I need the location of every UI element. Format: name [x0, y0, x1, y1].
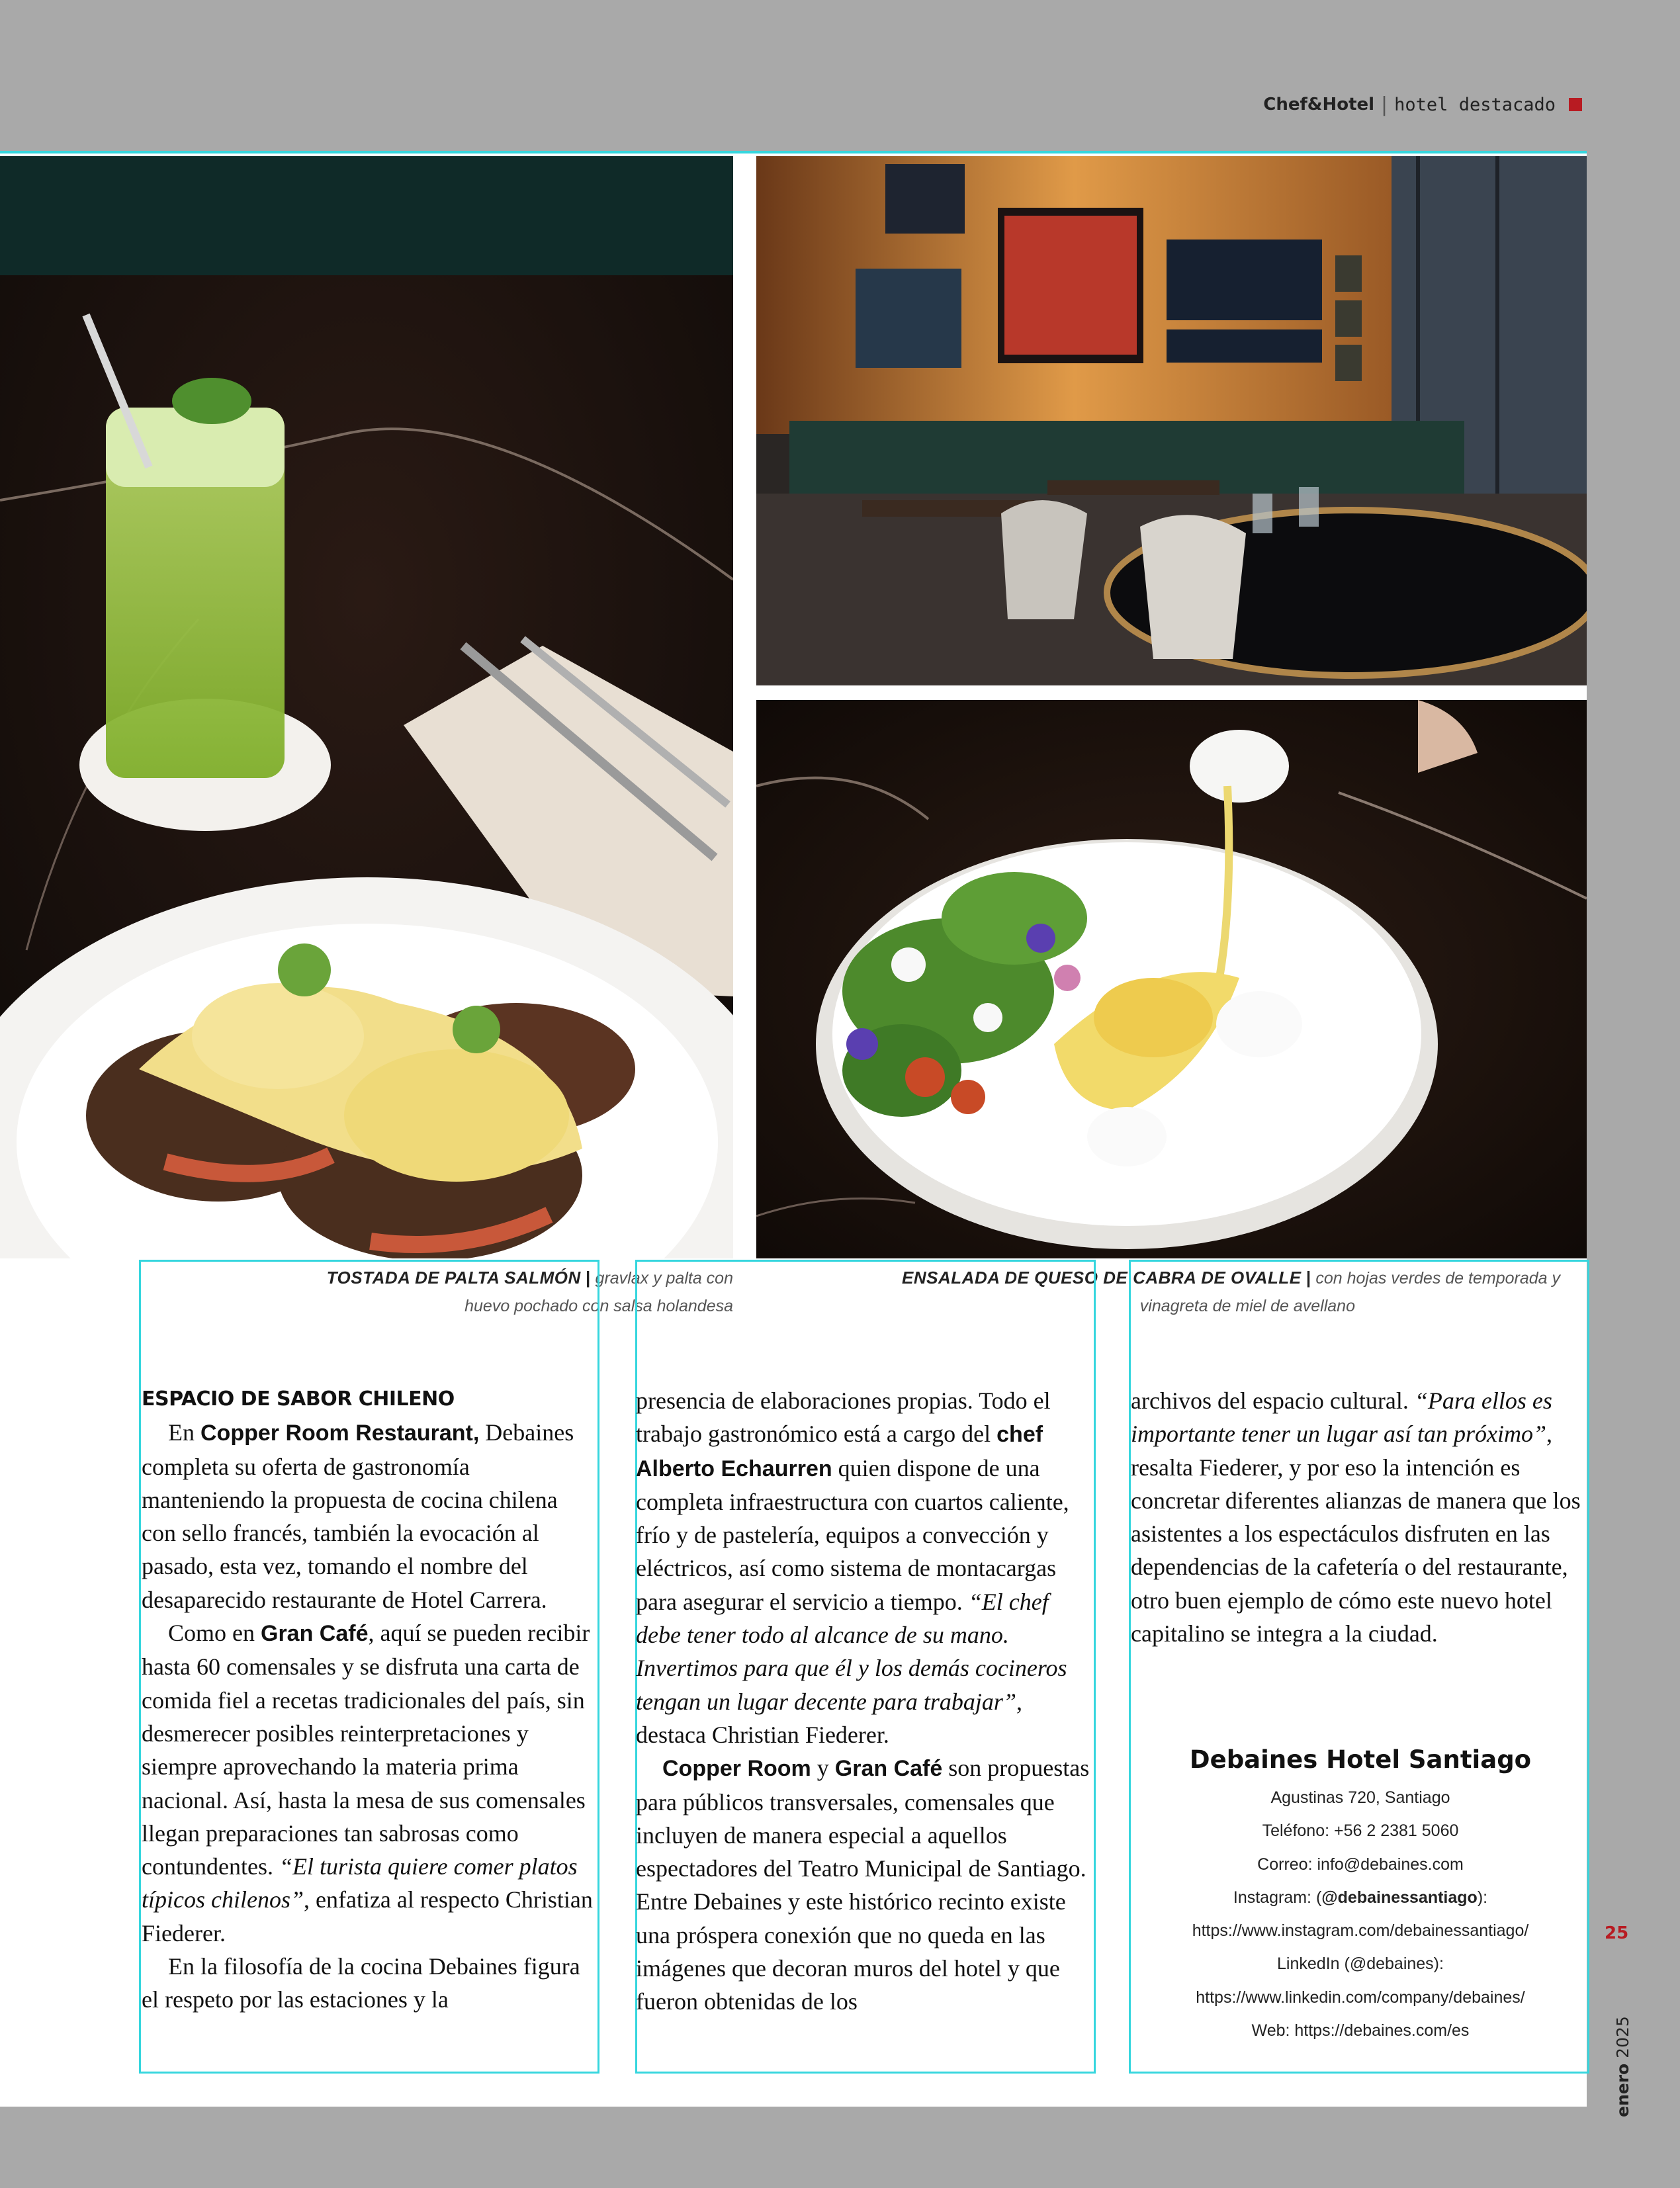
page-number: 25: [1605, 1923, 1629, 1943]
caption-bar: |: [586, 1268, 591, 1288]
paragraph: [142, 1416, 597, 1616]
issue-date: [1613, 2016, 1632, 2117]
text-run: , enfatiza al respecto Christian Fiederer.: [142, 1886, 593, 1947]
text-run: , destaca Christian Fiederer.: [636, 1688, 1022, 1748]
quote-run: “El chef debe tener todo al alcance de su mano. Invertimos para que él y los demás cocineros tengan un lugar decente para trabajar”: [636, 1588, 1067, 1715]
article-subhead: ESPACIO DE SABOR CHILENO: [142, 1387, 455, 1411]
quote-run: “El turista quiere comer platos típicos chilenos”: [142, 1853, 578, 1913]
text-run: quien dispone de una completa infraestructura con cuartos caliente, frío y de pastelería, equipos a convección y eléctricos, así como sistema de montacargas para asegurar el servicio a tiempo.: [636, 1454, 1069, 1615]
instagram-handle: @debainessantiago: [1321, 1888, 1478, 1907]
text-run: Instagram: (: [1233, 1888, 1322, 1907]
bold-run: Copper Room Restaurant,: [200, 1421, 480, 1446]
bold-run: Copper Room: [662, 1756, 811, 1782]
hotel-instagram-url[interactable]: https://www.instagram.com/debainessantiago/: [1192, 1921, 1529, 1941]
hotel-email: Correo: info@debaines.com: [1257, 1855, 1464, 1874]
article-column-1: [142, 1383, 597, 2017]
issue-year: 2025: [1613, 2016, 1632, 2058]
caption-title: ENSALADA DE QUESO DE CABRA DE OVALLE: [902, 1268, 1302, 1288]
hotel-address: Agustinas 720, Santiago: [1270, 1788, 1450, 1807]
text-run: presencia de elaboraciones propias. Todo el trabajo gastronómico está a cargo del: [636, 1387, 1051, 1448]
magazine-brand: Chef&Hotel: [1263, 95, 1375, 114]
photo-salmon-toast: [0, 156, 733, 1258]
photo-goat-cheese-salad: [756, 700, 1587, 1258]
section-label: hotel destacado: [1394, 94, 1556, 115]
hotel-contact-info: [1135, 1740, 1585, 2047]
text-run: archivos del espacio cultural.: [1131, 1387, 1415, 1414]
article-column-3: [1131, 1384, 1585, 1650]
caption-desc-line1: gravlax y palta con: [595, 1269, 733, 1288]
hotel-website[interactable]: Web: https://debaines.com/es: [1251, 2021, 1470, 2040]
paragraph: [1131, 1384, 1585, 1650]
paragraph: [636, 1384, 1092, 1751]
text-run: , aquí se pueden recibir hasta 60 comensales y se disfruta una carta de comida fiel a recetas tradicionales del país, sin desmerecer posibles reinterpretaciones y siempre aprovechando la materia prima nacional. Así, hasta la mesa de sus comensales llegan preparaciones tan sabrosas como contundentes.: [142, 1620, 590, 1880]
caption-desc-line2: vinagreta de miel de avellano: [1139, 1297, 1355, 1315]
text-run: Debaines completa su oferta de gastronomía manteniendo la propuesta de cocina chilena con sello francés, también la evocación al pasado, esta vez, tomando el nombre del desaparecido restaurante de Hotel Carrera.: [142, 1419, 574, 1613]
bold-run: Gran Café: [261, 1621, 369, 1647]
paragraph: [142, 1616, 597, 1950]
quote-run: “Para ellos es importante tener un lugar así tan próximo”: [1131, 1387, 1552, 1448]
photo-dining-room: [756, 156, 1587, 685]
caption-desc-line2: huevo pochado con salsa holandesa: [464, 1297, 733, 1315]
page-header: [1263, 91, 1582, 118]
bold-run: chef Alberto Echaurren: [636, 1422, 1043, 1481]
text-run: En: [168, 1419, 200, 1446]
header-separator: |: [1381, 93, 1388, 116]
paragraph: En la filosofía de la cocina Debaines figura el respeto por las estaciones y la: [142, 1953, 580, 2013]
accent-square-icon: [1569, 98, 1582, 111]
caption-desc-line1: con hojas verdes de temporada y: [1315, 1269, 1560, 1288]
caption-bar: |: [1305, 1268, 1311, 1288]
paragraph: [636, 1751, 1092, 2018]
text-run: ):: [1477, 1888, 1488, 1907]
hotel-linkedin-label: LinkedIn (@debaines):: [1277, 1954, 1444, 1974]
hotel-phone: Teléfono: +56 2 2381 5060: [1262, 1821, 1459, 1841]
hotel-linkedin-url[interactable]: https://www.linkedin.com/company/debaines/: [1196, 1988, 1525, 2007]
text-run: , resalta Fiederer, y por eso la intención es concretar diferentes alianzas de manera que los asistentes a los espectáculos disfruten en las dependencias de la cafetería o del restaurante, otro buen ejemplo de cómo este nuevo hotel capitalino se integra a la ciudad.: [1131, 1421, 1581, 1647]
bold-run: Gran Café: [834, 1756, 943, 1782]
text-run: y: [811, 1755, 835, 1782]
hotel-instagram-label: [1135, 1881, 1585, 1914]
caption-title: TOSTADA DE PALTA SALMÓN: [326, 1268, 581, 1288]
text-run: Como en: [168, 1620, 261, 1647]
article-column-2: [636, 1384, 1092, 2019]
top-guide-line: [0, 151, 1587, 153]
text-run: son propuestas para públicos transversales, comensales que incluyen de manera especial a aquellos espectadores del Teatro Municipal de Santiago. Entre Debaines y este histórico recinto existe una próspera conexión que no queda en las imágenes que decoran muros del hotel y que fueron obtenidas de los: [636, 1755, 1090, 2015]
hotel-name: Debaines Hotel Santiago: [1189, 1745, 1532, 1774]
issue-month: enero: [1613, 2063, 1632, 2117]
